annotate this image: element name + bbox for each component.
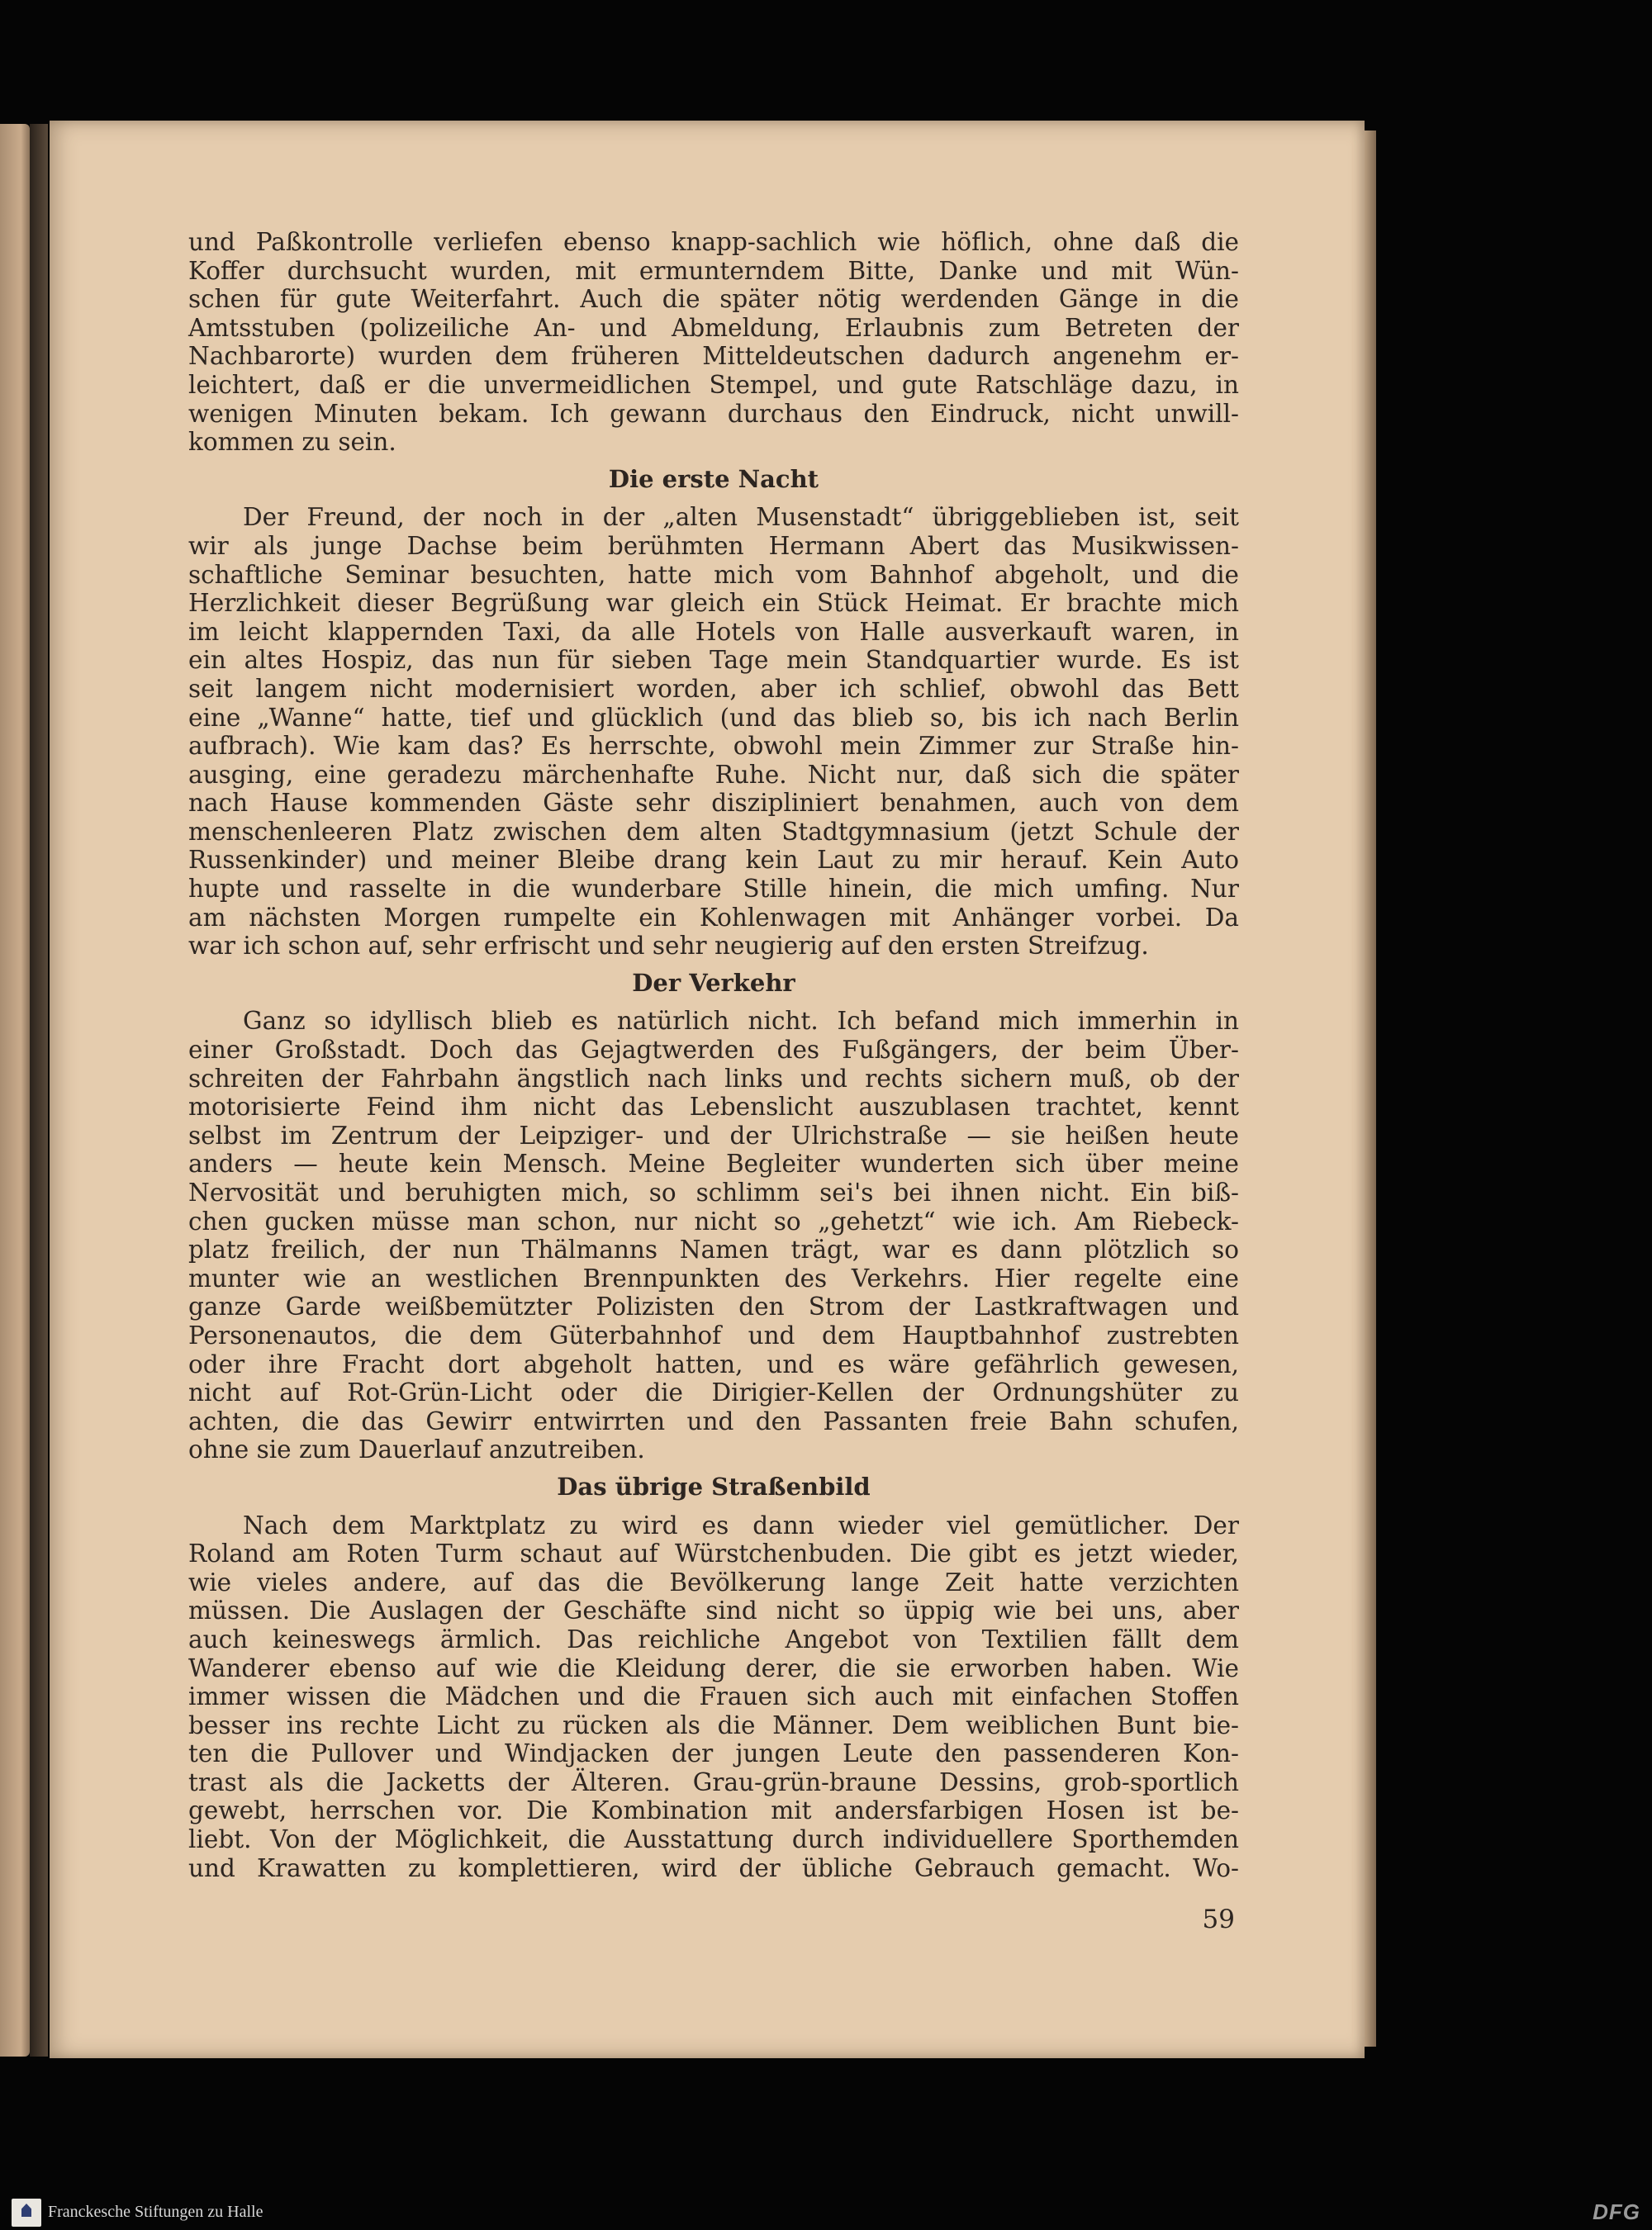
text-line: Nach dem Marktplatz zu wird es dann wieder viel gemütlicher. Der [243,1511,1239,1540]
text-line: nach Hause kommenden Gäste sehr diszipliniert benahmen, auch von dem [188,789,1239,818]
text-line: kommen zu sein. [188,428,396,457]
text-line: chen gucken müsse man schon, nur nicht so „gehetzt“ wie ich. Am Riebeck- [188,1207,1239,1236]
text-line: im leicht klappernden Taxi, da alle Hotels von Halle ausverkauft waren, in [188,617,1239,646]
text-line: schen für gute Weiterfahrt. Auch die später nötig werdenden Gänge in die [188,285,1239,314]
text-line: auch keineswegs ärmlich. Das reichliche Angebot von Textilien fällt dem [188,1625,1239,1654]
section-heading: Der Verkehr [632,968,795,997]
text-line: ein altes Hospiz, das nun für sieben Tage mein Standquartier wurde. Es ist [188,646,1239,675]
text-line: Wanderer ebenso auf wie die Kleidung derer, die sie erworben haben. Wie [188,1654,1239,1682]
page-text [188,228,1239,1882]
text-line: immer wissen die Mädchen und die Frauen sich auch mit einfachen Stoffen [188,1682,1239,1711]
text-line: wenigen Minuten bekam. Ich gewann durchaus den Eindruck, nicht unwill- [188,399,1239,428]
text-line: Koffer durchsucht wurden, mit ermunterndem Bitte, Danke und mit Wün- [188,256,1239,285]
text-line: wie vieles andere, auf das die Bevölkerung lange Zeit hatte verzichten [188,1568,1239,1597]
text-line: Ganz so idyllisch blieb es natürlich nicht. Ich befand mich immerhin in [243,1007,1239,1036]
text-line: schaftliche Seminar besuchten, hatte mich vom Bahnhof abgeholt, und die [188,560,1239,589]
text-line: hupte und rasselte in die wunderbare Stille hinein, die mich umfing. Nur [188,875,1239,904]
institution-name: Franckesche Stiftungen zu Halle [48,2203,263,2221]
page-number: 59 [1202,1905,1235,1934]
funder-logo: DFG [1593,2199,1640,2224]
text-line: eine „Wanne“ hatte, tief und glücklich (und das blieb so, bis ich nach Berlin [188,703,1239,732]
text-line: besser ins rechte Licht zu rücken als die Männer. Dem weiblichen Bunt bie- [188,1710,1239,1739]
text-line: einer Großstadt. Doch das Gejagtwerden des Fußgängers, der beim Über- [188,1036,1239,1065]
text-line: leichtert, daß er die unvermeidlichen Stempel, und gute Ratschläge dazu, in [188,370,1239,399]
text-line: Der Freund, der noch in der „alten Musenstadt“ übriggeblieben ist, seit [243,503,1239,532]
text-line: Roland am Roten Turm schaut auf Würstchenbuden. Die gibt es jetzt wieder, [188,1540,1239,1568]
text-line: aufbrach). Wie kam das? Es herrschte, obwohl mein Zimmer zur Straße hin- [188,732,1239,761]
text-line: munter wie an westlichen Brennpunkten des Verkehrs. Hier regelte eine [188,1264,1239,1293]
right-page-edge [1365,130,1376,2047]
intro-paragraph [188,228,1239,457]
section-heading: Das übrige Straßenbild [557,1472,871,1501]
text-line: schreiten der Fahrbahn ängstlich nach links und rechts sichern muß, ob der [188,1064,1239,1093]
text-line: liebt. Von der Möglichkeit, die Ausstattung durch individuellere Sporthemden [188,1825,1239,1854]
text-line: gewebt, herrschen vor. Die Kombination mit andersfarbigen Hosen ist be- [188,1796,1239,1825]
text-line: oder ihre Fracht dort abgeholt hatten, und es wäre gefährlich gewesen, [188,1350,1239,1378]
text-line: achten, die das Gewirr entwirrten und den Passanten freie Bahn schufen, [188,1407,1239,1435]
text-line: selbst im Zentrum der Leipziger- und der Ulrichstraße — sie heißen heute [188,1121,1239,1150]
text-line: war ich schon auf, sehr erfrischt und sehr neugierig auf den ersten Streifzug. [188,932,1149,961]
text-line: ausging, eine geradezu märchenhafte Ruhe. Nicht nur, daß sich die später [188,760,1239,789]
text-line: ganze Garde weißbemützter Polizisten den Strom der Lastkraftwagen und [188,1293,1239,1321]
book-gutter [30,124,48,2057]
text-line: und Krawatten zu komplettieren, wird der übliche Gebrauch gemacht. Wo- [188,1853,1239,1882]
text-line: Personenautos, die dem Güterbahnhof und dem Hauptbahnhof zustrebten [188,1321,1239,1350]
text-line: Russenkinder) und meiner Bleibe drang kein Laut zu mir herauf. Kein Auto [188,846,1239,875]
text-line: seit langem nicht modernisiert worden, aber ich schlief, obwohl das Bett [188,674,1239,703]
text-line: ohne sie zum Dauerlauf anzutreiben. [188,1435,645,1464]
text-line: Nervosität und beruhigten mich, so schlimm sei's bei ihnen nicht. Ein biß- [188,1179,1239,1207]
text-line: nicht auf Rot-Grün-Licht oder die Dirigier-Kellen der Ordnungshüter zu [188,1378,1239,1407]
text-line: Nachbarorte) wurden dem früheren Mitteldeutschen dadurch angenehm er- [188,342,1239,371]
text-line: trast als die Jacketts der Älteren. Grau-grün-braune Dessins, grob-sportlich [188,1767,1239,1796]
text-line: motorisierte Feind ihm nicht das Lebenslicht auszublasen trachtet, kennt [188,1093,1239,1122]
section-2 [188,1473,1239,1882]
text-line: Herzlichkeit dieser Begrüßung war gleich ein Stück Heimat. Er brachte mich [188,589,1239,618]
text-line: ten die Pullover und Windjacken der jungen Leute den passenderen Kon- [188,1739,1239,1768]
section-0 [188,465,1239,961]
text-line: am nächsten Morgen rumpelte ein Kohlenwagen mit Anhänger vorbei. Da [188,903,1239,932]
text-line: wir als junge Dachse beim berühmten Hermann Abert das Musikwissen- [188,531,1239,560]
text-line: anders — heute kein Mensch. Meine Begleiter wunderten sich über meine [188,1150,1239,1179]
text-line: platz freilich, der nun Thälmanns Namen trägt, war es dann plötzlich so [188,1236,1239,1264]
text-line: menschenleeren Platz zwischen dem alten Stadtgymnasium (jetzt Schule der [188,817,1239,846]
text-line: und Paßkontrolle verliefen ebenso knapp-sachlich wie höflich, ohne daß die [188,228,1239,256]
section-heading: Die erste Nacht [608,464,819,493]
institution-logo-icon [12,2199,41,2227]
book-page [50,121,1365,2058]
text-line: müssen. Die Auslagen der Geschäfte sind nicht so üppig wie bei uns, aber [188,1597,1239,1625]
section-1 [188,969,1239,1464]
left-page-edge [0,124,30,2057]
text-line: Amtsstuben (polizeiliche An- und Abmeldung, Erlaubnis zum Betreten der [188,313,1239,342]
